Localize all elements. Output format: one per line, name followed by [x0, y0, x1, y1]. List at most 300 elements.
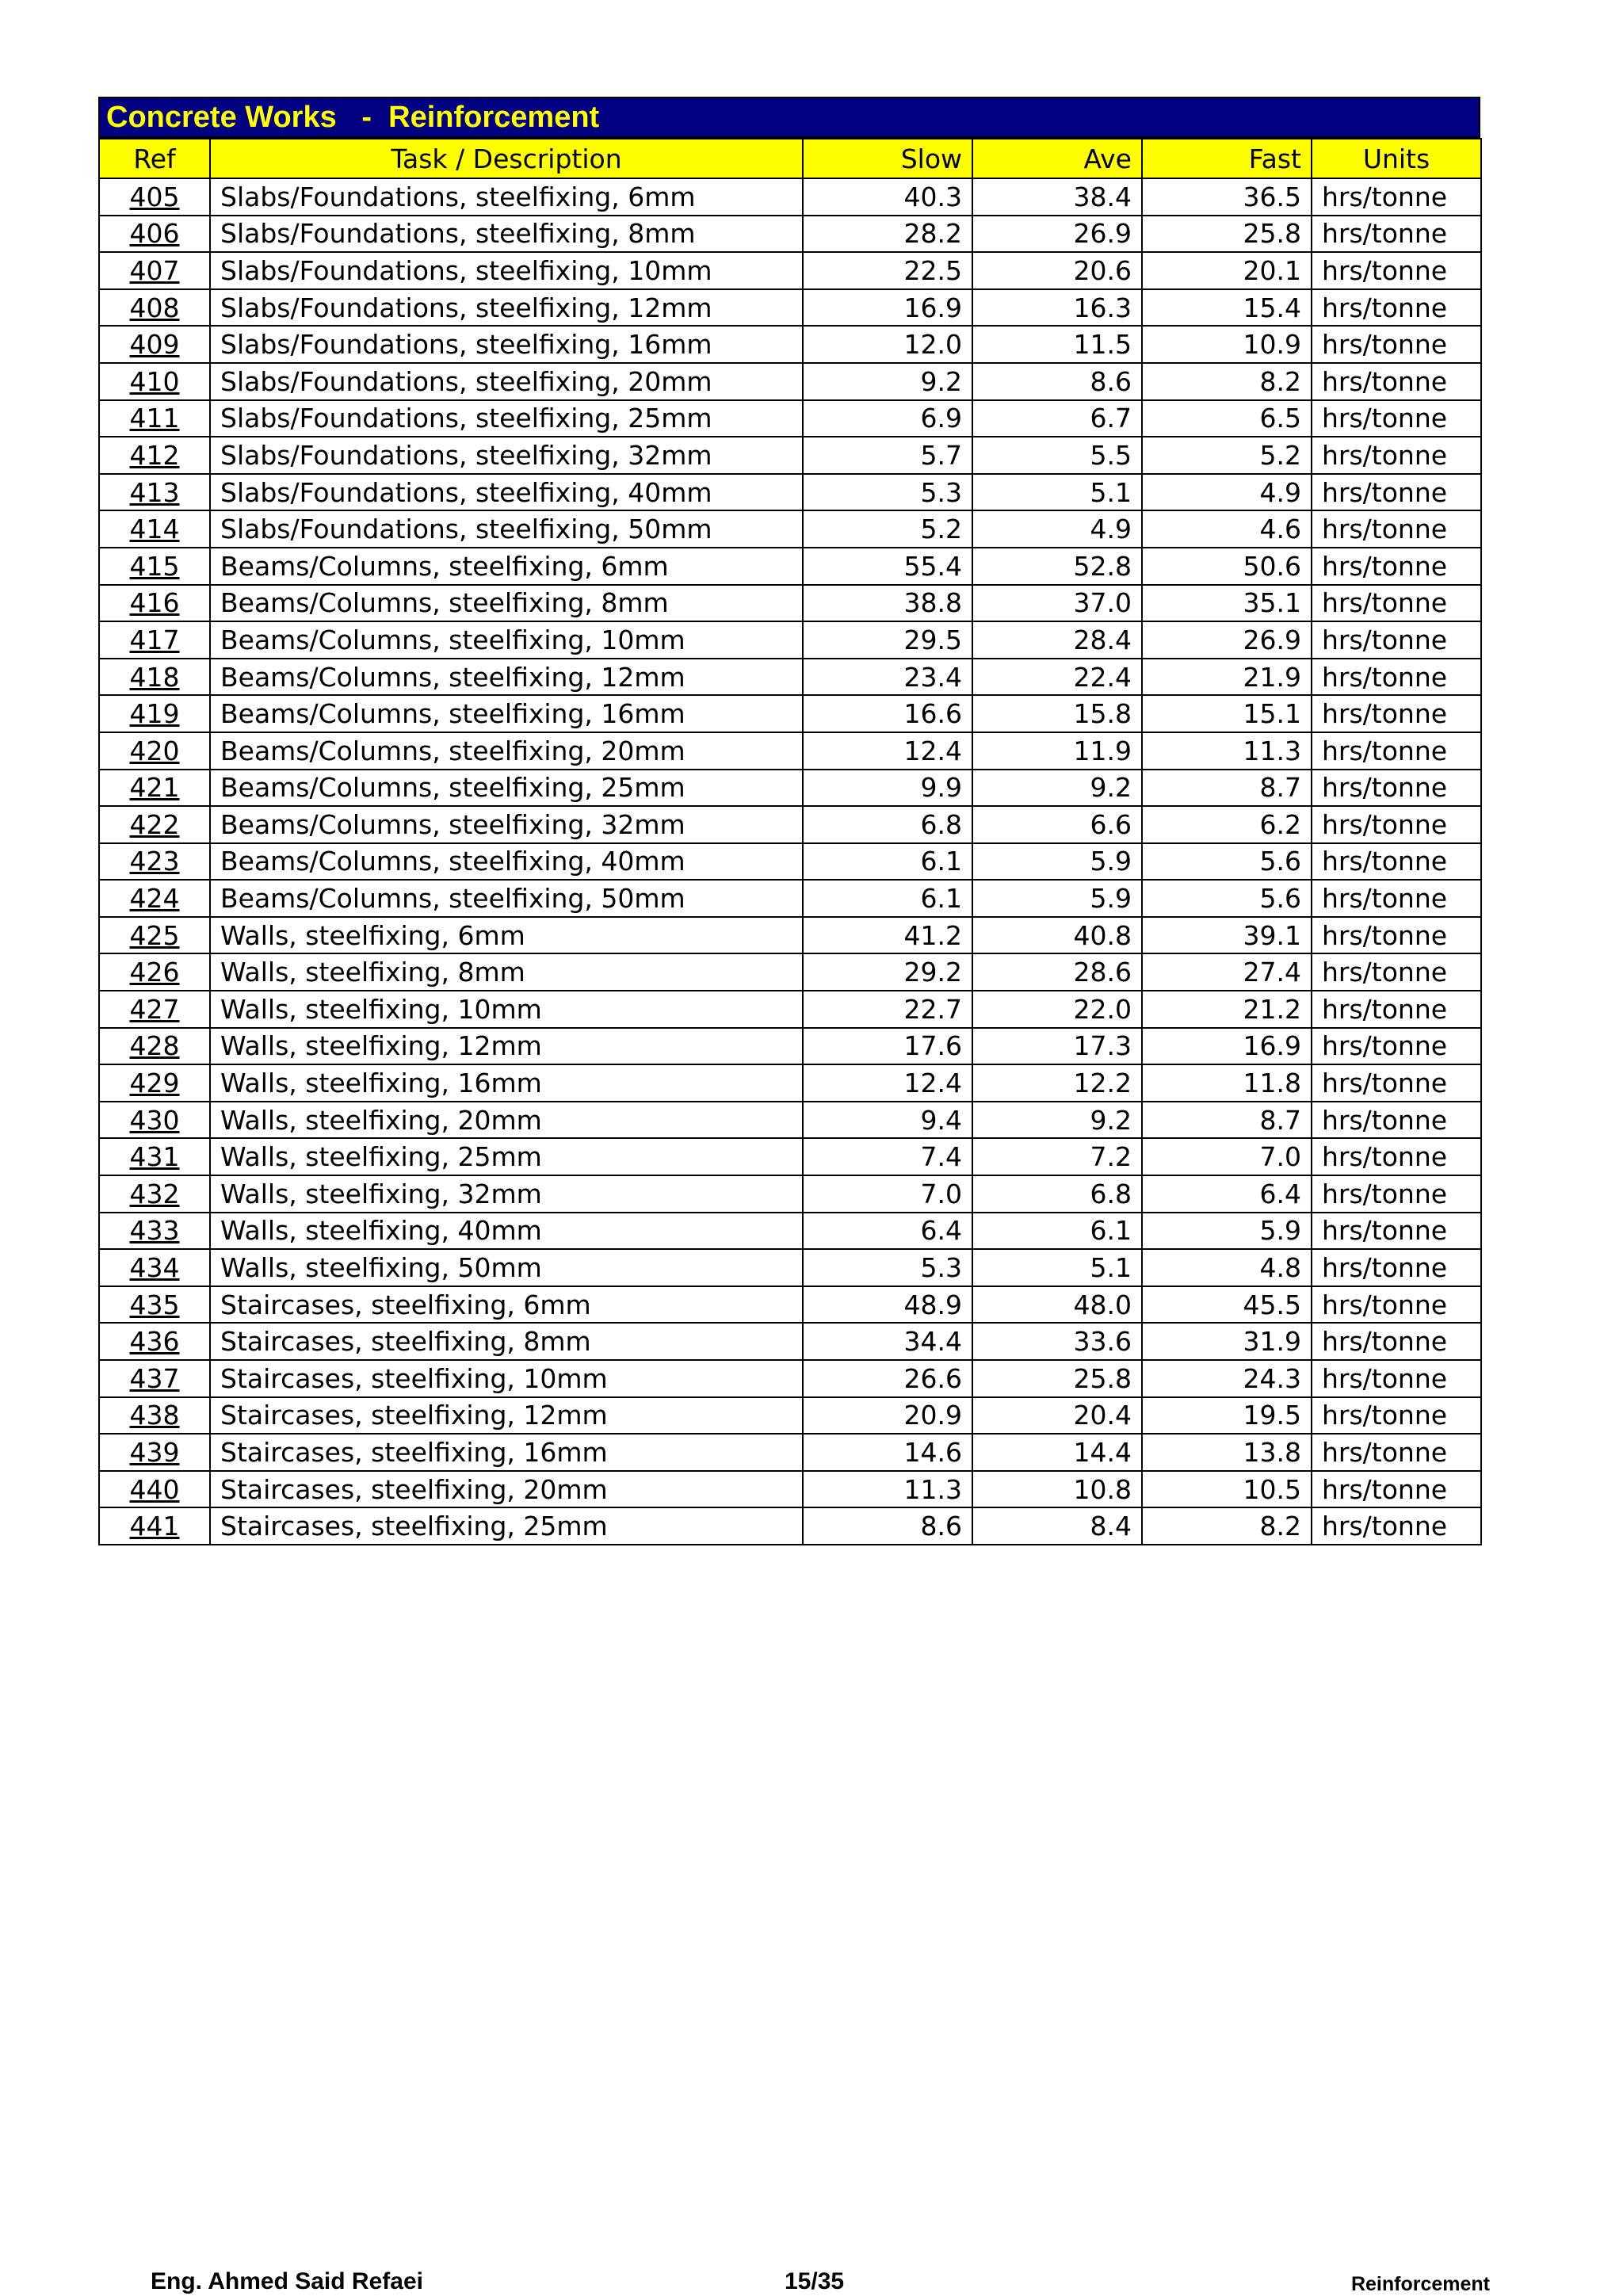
cell-fast: 6.4 — [1142, 1175, 1312, 1213]
table-row — [99, 1323, 1481, 1360]
ref-link[interactable]: 431 — [129, 1141, 180, 1173]
ref-link[interactable]: 440 — [129, 1473, 180, 1505]
cell-units: hrs/tonne — [1312, 991, 1481, 1028]
cell-fast: 4.8 — [1142, 1249, 1312, 1286]
cell-slow: 12.0 — [803, 326, 972, 363]
ref-link[interactable]: 426 — [129, 957, 180, 988]
cell-ref — [99, 1286, 210, 1324]
table-row — [99, 1064, 1481, 1102]
cell-ave: 15.8 — [972, 695, 1142, 732]
cell-units: hrs/tonne — [1312, 326, 1481, 363]
cell-slow: 5.3 — [803, 1249, 972, 1286]
table-row — [99, 1286, 1481, 1324]
cell-units: hrs/tonne — [1312, 1175, 1481, 1213]
cell-units: hrs/tonne — [1312, 1434, 1481, 1471]
table-row — [99, 1213, 1481, 1250]
cell-fast: 19.5 — [1142, 1397, 1312, 1435]
ref-link[interactable]: 411 — [129, 403, 180, 434]
table-row — [99, 1360, 1481, 1397]
cell-fast: 15.1 — [1142, 695, 1312, 732]
ref-link[interactable]: 435 — [129, 1289, 180, 1320]
cell-ave: 6.7 — [972, 400, 1142, 437]
table-row — [99, 1028, 1481, 1065]
column-header-units: Units — [1312, 139, 1481, 178]
page-footer — [0, 2268, 1623, 2296]
cell-ave: 37.0 — [972, 585, 1142, 622]
cell-slow: 6.1 — [803, 843, 972, 881]
ref-link[interactable]: 415 — [129, 550, 180, 582]
cell-ref — [99, 770, 210, 807]
cell-ave: 11.5 — [972, 326, 1142, 363]
cell-fast: 6.2 — [1142, 806, 1312, 843]
table-row — [99, 1471, 1481, 1508]
cell-fast: 8.7 — [1142, 1102, 1312, 1139]
table-row — [99, 1102, 1481, 1139]
table-row — [99, 548, 1481, 585]
cell-units: hrs/tonne — [1312, 953, 1481, 991]
cell-slow: 41.2 — [803, 917, 972, 954]
cell-ave: 11.9 — [972, 732, 1142, 770]
cell-units: hrs/tonne — [1312, 216, 1481, 253]
cell-slow: 12.4 — [803, 732, 972, 770]
cell-fast: 10.5 — [1142, 1471, 1312, 1508]
ref-link[interactable]: 432 — [129, 1178, 180, 1209]
cell-units: hrs/tonne — [1312, 917, 1481, 954]
cell-slow: 48.9 — [803, 1286, 972, 1324]
cell-description: Staircases, steelfixing, 6mm — [210, 1286, 803, 1324]
productivity-table — [98, 138, 1482, 1545]
cell-ave: 52.8 — [972, 548, 1142, 585]
cell-fast: 25.8 — [1142, 216, 1312, 253]
ref-link[interactable]: 436 — [129, 1326, 180, 1358]
cell-ref — [99, 1138, 210, 1175]
cell-ave: 22.0 — [972, 991, 1142, 1028]
cell-fast: 35.1 — [1142, 585, 1312, 622]
cell-fast: 8.7 — [1142, 770, 1312, 807]
cell-slow: 9.9 — [803, 770, 972, 807]
cell-fast: 50.6 — [1142, 548, 1312, 585]
cell-fast: 4.6 — [1142, 510, 1312, 548]
cell-fast: 13.8 — [1142, 1434, 1312, 1471]
cell-units: hrs/tonne — [1312, 1471, 1481, 1508]
cell-ref — [99, 659, 210, 696]
cell-fast: 8.2 — [1142, 1507, 1312, 1545]
cell-ave: 6.1 — [972, 1213, 1142, 1250]
cell-description: Beams/Columns, steelfixing, 50mm — [210, 880, 803, 917]
cell-slow: 34.4 — [803, 1323, 972, 1360]
cell-description: Beams/Columns, steelfixing, 20mm — [210, 732, 803, 770]
table-row — [99, 806, 1481, 843]
cell-ref — [99, 548, 210, 585]
cell-units: hrs/tonne — [1312, 474, 1481, 511]
cell-units: hrs/tonne — [1312, 510, 1481, 548]
cell-ref — [99, 621, 210, 659]
reinforcement-sheet — [98, 97, 1480, 1545]
cell-description: Walls, steelfixing, 6mm — [210, 917, 803, 954]
table-row — [99, 621, 1481, 659]
cell-fast: 39.1 — [1142, 917, 1312, 954]
cell-ref — [99, 1064, 210, 1102]
cell-ave: 12.2 — [972, 1064, 1142, 1102]
table-row — [99, 216, 1481, 253]
table-header-row — [99, 139, 1481, 178]
ref-link[interactable]: 405 — [129, 181, 180, 212]
cell-fast: 7.0 — [1142, 1138, 1312, 1175]
cell-units: hrs/tonne — [1312, 1397, 1481, 1435]
cell-units: hrs/tonne — [1312, 806, 1481, 843]
cell-fast: 20.1 — [1142, 252, 1312, 289]
ref-link[interactable]: 427 — [129, 993, 180, 1025]
cell-description: Slabs/Foundations, steelfixing, 32mm — [210, 437, 803, 474]
cell-slow: 7.0 — [803, 1175, 972, 1213]
cell-description: Walls, steelfixing, 8mm — [210, 953, 803, 991]
cell-ave: 17.3 — [972, 1028, 1142, 1065]
sheet-title: Concrete Works - Reinforcement — [98, 97, 1480, 138]
cell-ref — [99, 178, 210, 216]
cell-slow: 5.2 — [803, 510, 972, 548]
cell-description: Walls, steelfixing, 32mm — [210, 1175, 803, 1213]
cell-description: Walls, steelfixing, 40mm — [210, 1213, 803, 1250]
cell-ref — [99, 1323, 210, 1360]
table-row — [99, 1175, 1481, 1213]
cell-ref — [99, 400, 210, 437]
cell-fast: 26.9 — [1142, 621, 1312, 659]
table-row — [99, 1397, 1481, 1435]
table-row — [99, 953, 1481, 991]
cell-ref — [99, 510, 210, 548]
cell-description: Slabs/Foundations, steelfixing, 16mm — [210, 326, 803, 363]
cell-fast: 45.5 — [1142, 1286, 1312, 1324]
cell-description: Walls, steelfixing, 25mm — [210, 1138, 803, 1175]
table-body — [99, 178, 1481, 1545]
cell-slow: 17.6 — [803, 1028, 972, 1065]
cell-units: hrs/tonne — [1312, 695, 1481, 732]
cell-ref — [99, 1397, 210, 1435]
cell-units: hrs/tonne — [1312, 289, 1481, 327]
table-row — [99, 363, 1481, 400]
cell-ref — [99, 1360, 210, 1397]
cell-description: Staircases, steelfixing, 10mm — [210, 1360, 803, 1397]
table-row — [99, 843, 1481, 881]
cell-units: hrs/tonne — [1312, 1102, 1481, 1139]
cell-ref — [99, 695, 210, 732]
cell-description: Staircases, steelfixing, 12mm — [210, 1397, 803, 1435]
ref-link[interactable]: 429 — [129, 1068, 180, 1099]
cell-description: Slabs/Foundations, steelfixing, 8mm — [210, 216, 803, 253]
cell-units: hrs/tonne — [1312, 1323, 1481, 1360]
cell-slow: 6.9 — [803, 400, 972, 437]
ref-link[interactable]: 416 — [129, 587, 180, 619]
cell-description: Slabs/Foundations, steelfixing, 25mm — [210, 400, 803, 437]
table-row — [99, 880, 1481, 917]
cell-ave: 20.6 — [972, 252, 1142, 289]
cell-units: hrs/tonne — [1312, 1249, 1481, 1286]
cell-fast: 21.2 — [1142, 991, 1312, 1028]
column-header-slow: Slow — [803, 139, 972, 178]
ref-link[interactable]: 409 — [129, 329, 180, 361]
cell-units: hrs/tonne — [1312, 178, 1481, 216]
cell-ref — [99, 953, 210, 991]
cell-description: Staircases, steelfixing, 25mm — [210, 1507, 803, 1545]
cell-units: hrs/tonne — [1312, 1507, 1481, 1545]
cell-ref — [99, 1028, 210, 1065]
cell-slow: 28.2 — [803, 216, 972, 253]
table-row — [99, 326, 1481, 363]
ref-link[interactable]: 430 — [129, 1104, 180, 1136]
cell-ref — [99, 1249, 210, 1286]
cell-description: Beams/Columns, steelfixing, 25mm — [210, 770, 803, 807]
cell-fast: 5.6 — [1142, 843, 1312, 881]
cell-slow: 22.7 — [803, 991, 972, 1028]
cell-units: hrs/tonne — [1312, 1360, 1481, 1397]
ref-link[interactable]: 419 — [129, 698, 180, 730]
ref-link[interactable]: 407 — [129, 254, 180, 286]
cell-ave: 7.2 — [972, 1138, 1142, 1175]
cell-description: Beams/Columns, steelfixing, 16mm — [210, 695, 803, 732]
cell-ave: 28.6 — [972, 953, 1142, 991]
cell-units: hrs/tonne — [1312, 1286, 1481, 1324]
ref-link[interactable]: 412 — [129, 439, 180, 471]
table-row — [99, 1138, 1481, 1175]
cell-description: Beams/Columns, steelfixing, 10mm — [210, 621, 803, 659]
cell-units: hrs/tonne — [1312, 400, 1481, 437]
column-header-ave: Ave — [972, 139, 1142, 178]
cell-fast: 5.2 — [1142, 437, 1312, 474]
table-row — [99, 510, 1481, 548]
ref-link[interactable]: 428 — [129, 1030, 180, 1062]
cell-fast: 8.2 — [1142, 363, 1312, 400]
cell-description: Slabs/Foundations, steelfixing, 10mm — [210, 252, 803, 289]
cell-units: hrs/tonne — [1312, 1028, 1481, 1065]
column-header-fast: Fast — [1142, 139, 1312, 178]
cell-description: Beams/Columns, steelfixing, 8mm — [210, 585, 803, 622]
cell-ave: 20.4 — [972, 1397, 1142, 1435]
footer-author: Eng. Ahmed Said Refaei — [151, 2268, 423, 2294]
cell-ref — [99, 732, 210, 770]
cell-slow: 55.4 — [803, 548, 972, 585]
cell-ref — [99, 1102, 210, 1139]
cell-slow: 8.6 — [803, 1507, 972, 1545]
cell-ref — [99, 1471, 210, 1508]
cell-description: Slabs/Foundations, steelfixing, 12mm — [210, 289, 803, 327]
cell-fast: 4.9 — [1142, 474, 1312, 511]
ref-link[interactable]: 413 — [129, 476, 180, 508]
table-row — [99, 437, 1481, 474]
cell-slow: 9.4 — [803, 1102, 972, 1139]
table-row — [99, 1249, 1481, 1286]
cell-fast: 16.9 — [1142, 1028, 1312, 1065]
cell-units: hrs/tonne — [1312, 621, 1481, 659]
cell-slow: 20.9 — [803, 1397, 972, 1435]
cell-description: Walls, steelfixing, 20mm — [210, 1102, 803, 1139]
cell-slow: 16.6 — [803, 695, 972, 732]
cell-slow: 6.1 — [803, 880, 972, 917]
cell-ave: 5.5 — [972, 437, 1142, 474]
ref-link[interactable]: 433 — [129, 1215, 180, 1247]
cell-ave: 8.6 — [972, 363, 1142, 400]
cell-slow: 29.2 — [803, 953, 972, 991]
cell-units: hrs/tonne — [1312, 732, 1481, 770]
cell-slow: 6.4 — [803, 1213, 972, 1250]
ref-link[interactable]: 414 — [129, 514, 180, 545]
cell-description: Beams/Columns, steelfixing, 40mm — [210, 843, 803, 881]
cell-ave: 9.2 — [972, 770, 1142, 807]
cell-slow: 26.6 — [803, 1360, 972, 1397]
cell-fast: 11.8 — [1142, 1064, 1312, 1102]
cell-fast: 21.9 — [1142, 659, 1312, 696]
cell-ref — [99, 917, 210, 954]
cell-ref — [99, 991, 210, 1028]
ref-link[interactable]: 439 — [129, 1436, 180, 1468]
cell-description: Walls, steelfixing, 12mm — [210, 1028, 803, 1065]
column-header-description: Task / Description — [210, 139, 803, 178]
cell-ref — [99, 880, 210, 917]
table-row — [99, 289, 1481, 327]
cell-ave: 10.8 — [972, 1471, 1142, 1508]
cell-description: Beams/Columns, steelfixing, 32mm — [210, 806, 803, 843]
cell-slow: 40.3 — [803, 178, 972, 216]
cell-ref — [99, 1507, 210, 1545]
table-row — [99, 732, 1481, 770]
cell-units: hrs/tonne — [1312, 843, 1481, 881]
cell-ave: 38.4 — [972, 178, 1142, 216]
ref-link[interactable]: 406 — [129, 218, 180, 250]
cell-slow: 29.5 — [803, 621, 972, 659]
cell-fast: 5.9 — [1142, 1213, 1312, 1250]
table-row — [99, 917, 1481, 954]
cell-ave: 16.3 — [972, 289, 1142, 327]
cell-ave: 8.4 — [972, 1507, 1142, 1545]
cell-slow: 38.8 — [803, 585, 972, 622]
ref-link[interactable]: 418 — [129, 661, 180, 693]
cell-description: Slabs/Foundations, steelfixing, 40mm — [210, 474, 803, 511]
table-row — [99, 991, 1481, 1028]
cell-ave: 5.9 — [972, 880, 1142, 917]
cell-units: hrs/tonne — [1312, 659, 1481, 696]
table-row — [99, 695, 1481, 732]
cell-units: hrs/tonne — [1312, 363, 1481, 400]
cell-ave: 26.9 — [972, 216, 1142, 253]
cell-ave: 9.2 — [972, 1102, 1142, 1139]
table-row — [99, 1434, 1481, 1471]
cell-description: Slabs/Foundations, steelfixing, 50mm — [210, 510, 803, 548]
cell-fast: 31.9 — [1142, 1323, 1312, 1360]
column-header-ref: Ref — [99, 139, 210, 178]
ref-link[interactable]: 437 — [129, 1362, 180, 1394]
footer-section: Reinforcement — [1350, 2273, 1490, 2295]
ref-link[interactable]: 417 — [129, 624, 180, 655]
footer-page-number: 15/35 — [785, 2268, 845, 2294]
cell-fast: 11.3 — [1142, 732, 1312, 770]
cell-ref — [99, 326, 210, 363]
cell-description: Staircases, steelfixing, 20mm — [210, 1471, 803, 1508]
table-row — [99, 659, 1481, 696]
cell-description: Walls, steelfixing, 16mm — [210, 1064, 803, 1102]
cell-ave: 4.9 — [972, 510, 1142, 548]
table-row — [99, 252, 1481, 289]
cell-slow: 9.2 — [803, 363, 972, 400]
cell-units: hrs/tonne — [1312, 548, 1481, 585]
cell-slow: 5.3 — [803, 474, 972, 511]
cell-description: Walls, steelfixing, 10mm — [210, 991, 803, 1028]
cell-ave: 6.8 — [972, 1175, 1142, 1213]
cell-ave: 6.6 — [972, 806, 1142, 843]
ref-link[interactable]: 420 — [129, 735, 180, 766]
ref-link[interactable]: 441 — [129, 1511, 180, 1542]
cell-units: hrs/tonne — [1312, 1138, 1481, 1175]
table-row — [99, 400, 1481, 437]
cell-ref — [99, 1175, 210, 1213]
cell-description: Beams/Columns, steelfixing, 6mm — [210, 548, 803, 585]
cell-slow: 6.8 — [803, 806, 972, 843]
cell-ref — [99, 474, 210, 511]
ref-link[interactable]: 434 — [129, 1252, 180, 1284]
cell-ave: 5.1 — [972, 1249, 1142, 1286]
ref-link[interactable]: 421 — [129, 772, 180, 804]
cell-ref — [99, 437, 210, 474]
cell-fast: 24.3 — [1142, 1360, 1312, 1397]
cell-description: Slabs/Foundations, steelfixing, 20mm — [210, 363, 803, 400]
cell-units: hrs/tonne — [1312, 252, 1481, 289]
cell-fast: 36.5 — [1142, 178, 1312, 216]
cell-units: hrs/tonne — [1312, 1064, 1481, 1102]
cell-slow: 11.3 — [803, 1471, 972, 1508]
cell-description: Slabs/Foundations, steelfixing, 6mm — [210, 178, 803, 216]
cell-ave: 40.8 — [972, 917, 1142, 954]
cell-slow: 5.7 — [803, 437, 972, 474]
cell-ref — [99, 1434, 210, 1471]
cell-ave: 28.4 — [972, 621, 1142, 659]
cell-ave: 25.8 — [972, 1360, 1142, 1397]
ref-link[interactable]: 423 — [129, 846, 180, 877]
cell-ref — [99, 216, 210, 253]
cell-description: Walls, steelfixing, 50mm — [210, 1249, 803, 1286]
cell-ref — [99, 843, 210, 881]
cell-ref — [99, 585, 210, 622]
ref-link[interactable]: 438 — [129, 1400, 180, 1431]
table-row — [99, 474, 1481, 511]
cell-fast: 15.4 — [1142, 289, 1312, 327]
ref-link[interactable]: 425 — [129, 919, 180, 951]
cell-fast: 5.6 — [1142, 880, 1312, 917]
cell-slow: 16.9 — [803, 289, 972, 327]
cell-ave: 5.9 — [972, 843, 1142, 881]
cell-slow: 14.6 — [803, 1434, 972, 1471]
ref-link[interactable]: 424 — [129, 883, 180, 915]
cell-description: Staircases, steelfixing, 8mm — [210, 1323, 803, 1360]
cell-slow: 7.4 — [803, 1138, 972, 1175]
table-row — [99, 585, 1481, 622]
cell-slow: 22.5 — [803, 252, 972, 289]
cell-fast: 6.5 — [1142, 400, 1312, 437]
cell-units: hrs/tonne — [1312, 880, 1481, 917]
ref-link[interactable]: 422 — [129, 808, 180, 840]
ref-link[interactable]: 408 — [129, 292, 180, 323]
table-row — [99, 1507, 1481, 1545]
cell-slow: 23.4 — [803, 659, 972, 696]
cell-ave: 14.4 — [972, 1434, 1142, 1471]
cell-ref — [99, 363, 210, 400]
cell-ref — [99, 806, 210, 843]
cell-ave: 22.4 — [972, 659, 1142, 696]
cell-units: hrs/tonne — [1312, 585, 1481, 622]
cell-units: hrs/tonne — [1312, 770, 1481, 807]
ref-link[interactable]: 410 — [129, 365, 180, 397]
cell-ref — [99, 289, 210, 327]
cell-description: Staircases, steelfixing, 16mm — [210, 1434, 803, 1471]
cell-fast: 27.4 — [1142, 953, 1312, 991]
cell-slow: 12.4 — [803, 1064, 972, 1102]
